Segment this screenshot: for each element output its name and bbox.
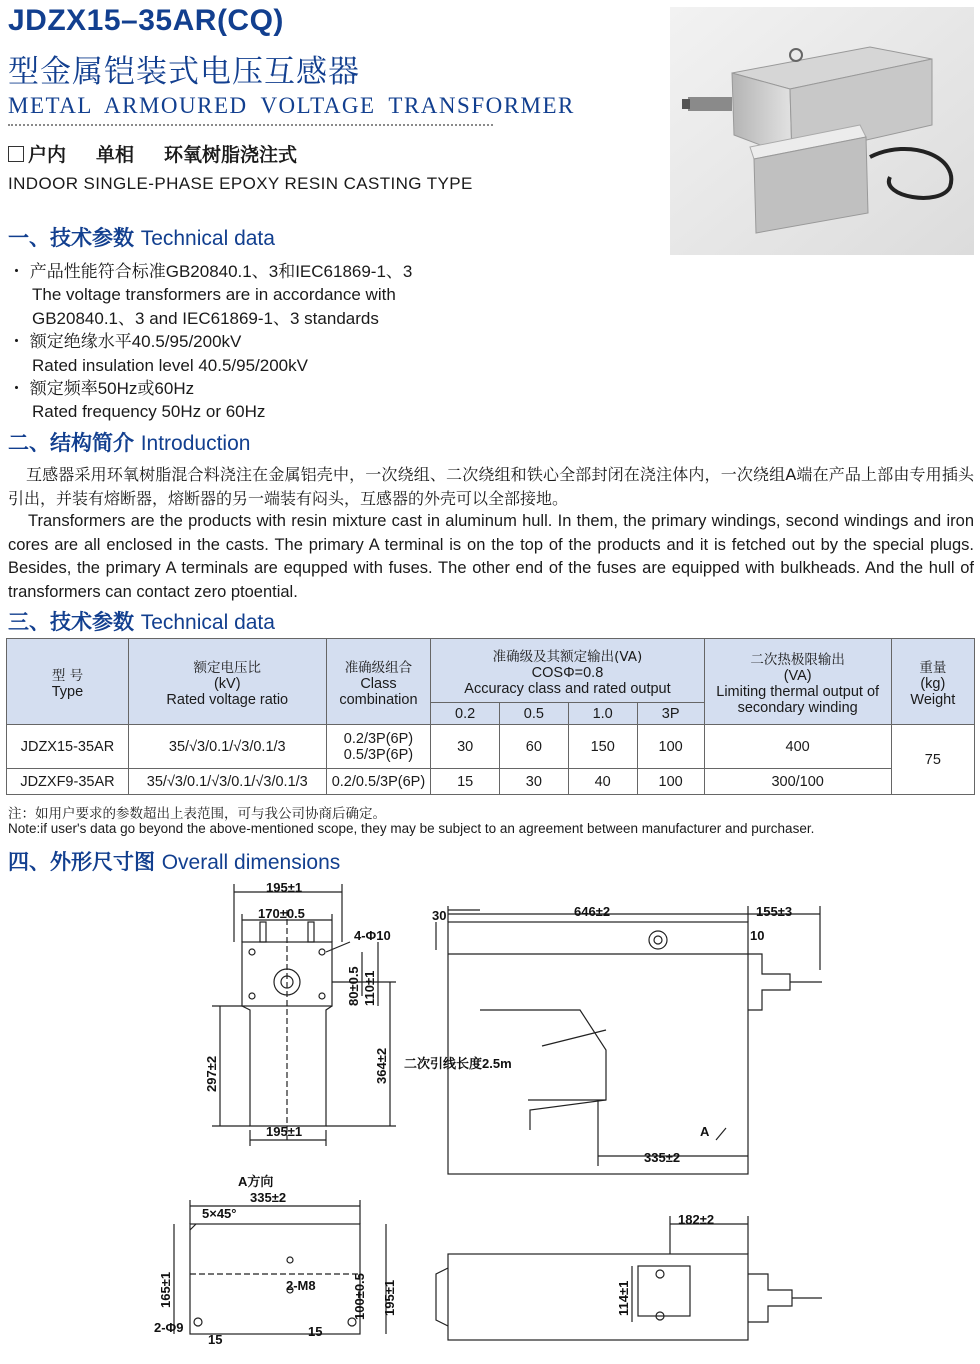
bullet-standard-cn: ・ 产品性能符合标准GB20840.1、3和IEC61869-1、3	[8, 262, 413, 281]
header-ratio-en: Rated voltage ratio	[166, 691, 289, 708]
row1-type: JDZX15-35AR	[7, 725, 129, 769]
bullet-standard-en2: GB20840.1、3 and IEC61869-1、3 standards	[32, 308, 379, 328]
dim-195-a: 195±1	[382, 1279, 397, 1316]
header-weight-en: Weight	[910, 691, 956, 708]
row2-out1: 15	[431, 769, 500, 795]
header-thermal-cn: 二次热极限输出	[750, 651, 845, 668]
dim-4phi10: 4-Φ10	[354, 928, 391, 943]
row2-type: JDZXF9-35AR	[7, 769, 129, 795]
chinese-title: 型金属铠装式电压互感器	[8, 54, 360, 90]
section1-number: 一、技术参数	[8, 226, 134, 250]
header-weight-cn: 重量	[919, 659, 947, 676]
type-epoxy: 环氧树脂浇注式	[164, 144, 298, 166]
bullet-frequency-en: Rated frequency 50Hz or 60Hz	[32, 402, 266, 422]
bullet-insulation-cn: ・ 额定绝缘水平40.5/95/200kV	[8, 332, 242, 352]
header-weight-unit: (kg)	[920, 675, 946, 692]
spec-table	[6, 638, 975, 795]
header-acc-0.5: 0.5	[500, 703, 569, 725]
header-class-en1: Class	[360, 675, 397, 692]
header-acc-3p: 3P	[637, 703, 704, 725]
dim-297: 297±2	[204, 1055, 219, 1092]
intro-en: Transformers are the products with resin mixture cast in aluminum hull. In them, the primary windings, second windings and iron cores are all enclosed in the casts. The primary A terminal is on the top of the products and it is fetched out by the special plugs. Besides, the primary A terminals are equpped with fuses. The other end of the fuses are equipped with bulkheads. And the hull of transformers can contact zero ptoential.	[8, 512, 974, 601]
dim-114: 114±1	[616, 1280, 631, 1316]
header-type	[7, 639, 129, 725]
header-thermal-en2: secondary winding	[737, 699, 858, 716]
row2-thermal: 300/100	[704, 769, 891, 795]
section3-number: 三、技术参数	[8, 610, 134, 634]
front-view	[204, 880, 396, 1146]
row1-out2: 60	[500, 725, 569, 769]
intro-cn: 互感器采用环氧树脂混合料浇注在金属铝壳中，一次绕组、二次绕组和铁心全部封闭在浇注体内，一次绕组A端在产品上部由专用插头引出，并装有熔断器，熔断器的另一端装有闷头，互感器的外壳可以全部接地。	[8, 465, 974, 508]
row1-ratio: 35/√3/0.1/√3/0.1/3	[128, 725, 326, 769]
section2-body	[8, 463, 974, 604]
cable-length: 二次引线长度2.5m	[404, 1056, 512, 1071]
section3-title: Technical data	[140, 611, 275, 634]
section3-heading	[8, 606, 275, 636]
row1-thermal: 400	[704, 725, 891, 769]
row2-out4: 100	[637, 769, 704, 795]
arrow-a: A	[700, 1124, 710, 1139]
a-direction-view	[154, 1174, 397, 1347]
dim-170: 170±0.5	[258, 906, 305, 921]
dim-335-side: 335±2	[644, 1150, 681, 1165]
header-acc-1.0: 1.0	[568, 703, 637, 725]
section2-number: 二、结构简介	[8, 431, 134, 455]
header-accuracy-cn: 准确级及其额定输出(VA)	[492, 648, 643, 665]
weight-value: 75	[891, 725, 974, 795]
english-title: METAL ARMOURED VOLTAGE TRANSFORMER	[8, 93, 575, 118]
row1-out3: 150	[568, 725, 637, 769]
section1-list	[8, 260, 412, 424]
dim-195-top: 195±1	[266, 880, 303, 895]
a-view-label: A方向	[238, 1174, 274, 1189]
header-type-en: Type	[51, 683, 84, 700]
top-view	[436, 1212, 822, 1340]
dim-195-bot: 195±1	[266, 1124, 303, 1139]
dim-100: 100±0.5	[352, 1273, 367, 1320]
product-photo	[670, 7, 974, 255]
section1-heading	[8, 222, 275, 252]
dim-165: 165±1	[158, 1271, 173, 1308]
dim-15a: 15	[208, 1332, 223, 1347]
section2-title: Introduction	[140, 432, 251, 455]
header-weight	[891, 639, 974, 725]
row2-out2: 30	[500, 769, 569, 795]
dim-15b: 15	[308, 1324, 323, 1339]
dimension-drawing	[150, 870, 975, 1364]
dotted-divider	[8, 124, 493, 126]
dim-335-a: 335±2	[250, 1190, 287, 1205]
type-english: INDOOR SINGLE-PHASE EPOXY RESIN CASTING TYPE	[8, 174, 473, 193]
type-single-phase: 单相	[96, 144, 135, 166]
dim-5x45: 5×45°	[202, 1206, 237, 1221]
row2-ratio: 35/√3/0.1/√3/0.1/√3/0.1/3	[128, 769, 326, 795]
header-accuracy-en: Accuracy class and rated output	[464, 680, 671, 697]
header-thermal-en1: Limiting thermal output of	[716, 683, 880, 700]
bullet-standard-en1: The voltage transformers are in accordance with	[32, 285, 396, 305]
product-model: JDZX15–35AR(CQ)	[8, 4, 284, 37]
header-acc-0.2: 0.2	[431, 703, 500, 725]
section2-heading	[8, 427, 250, 457]
note-cn: 注：如用户要求的参数超出上表范围，可与我公司协商后确定。	[8, 806, 386, 822]
bullet-frequency-cn: ・ 额定频率50Hz或60Hz	[8, 379, 195, 399]
table-row	[7, 725, 975, 769]
dim-364: 364±2	[374, 1047, 389, 1084]
dim-155: 155±3	[756, 904, 793, 919]
type-indoor: 户内	[28, 144, 67, 166]
header-thermal	[704, 639, 891, 725]
section4-number: 四、外形尺寸图	[8, 850, 155, 874]
header-ratio-unit: (kV)	[213, 675, 241, 692]
side-view	[404, 904, 822, 1174]
header-ratio	[128, 639, 326, 725]
checkbox-icon	[8, 146, 24, 162]
row1-class1: 0.2/3P(6P)	[343, 730, 414, 747]
row1-out1: 30	[431, 725, 500, 769]
dim-182: 182±2	[678, 1212, 715, 1227]
row1-out4: 100	[637, 725, 704, 769]
dim-30: 30	[432, 908, 447, 923]
table-row	[7, 769, 975, 795]
section4-title: Overall dimensions	[161, 851, 341, 874]
header-accuracy	[431, 639, 704, 703]
row2-class: 0.2/0.5/3P(6P)	[326, 769, 431, 795]
dim-10: 10	[750, 928, 765, 943]
bullet-insulation-en: Rated insulation level 40.5/95/200kV	[32, 355, 308, 375]
dim-80: 80±0.5	[346, 966, 361, 1006]
header-class-cn: 准确级组合	[344, 659, 413, 676]
dim-110: 110±1	[362, 970, 377, 1006]
header-accuracy-cos: COSΦ=0.8	[531, 664, 604, 681]
header-class	[326, 639, 431, 725]
note-en: Note:if user's data go beyond the above-mentioned scope, they may be subject to an agreement between manufacturer and purchaser.	[8, 821, 815, 836]
dim-2m8: 2-M8	[286, 1278, 316, 1293]
row1-class	[326, 725, 431, 769]
header-ratio-cn: 额定电压比	[193, 659, 262, 676]
header-thermal-unit: (VA)	[783, 667, 812, 684]
dim-2phi9: 2-Φ9	[154, 1320, 184, 1335]
type-chinese	[8, 140, 297, 167]
dim-646: 646±2	[574, 904, 611, 919]
row2-out3: 40	[568, 769, 637, 795]
header-type-cn: 型 号	[51, 667, 84, 684]
section1-title: Technical data	[140, 227, 275, 250]
header-class-en2: combination	[339, 691, 418, 708]
row1-class2: 0.5/3P(6P)	[343, 746, 414, 763]
